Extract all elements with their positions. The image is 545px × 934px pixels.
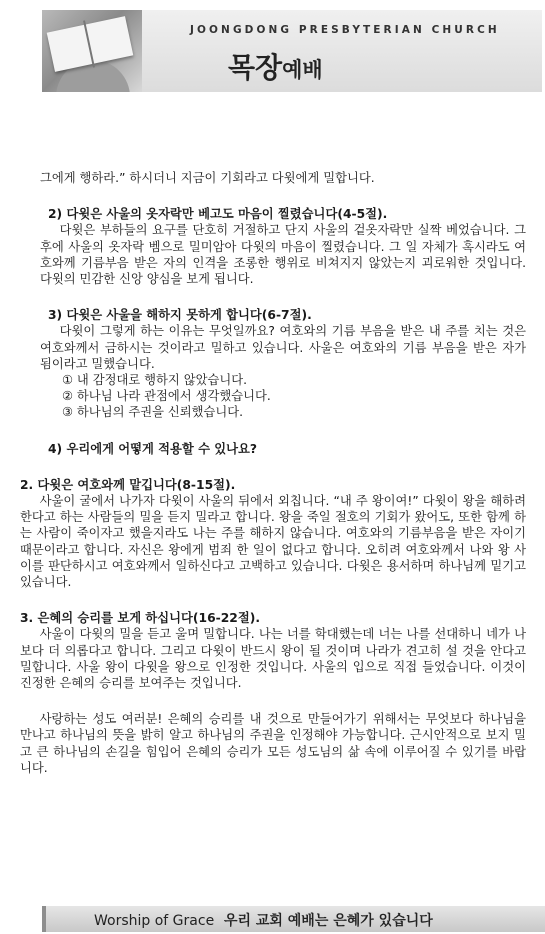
section-1-4-heading: 4) 우리에게 어떻게 적용할 수 있나요?	[48, 441, 258, 456]
section-2-text: 사울이 굴에서 나가자 다윗이 사울의 뒤에서 외칩니다. “내 주 왕이여!” 다윗이 왕을 해하려 한다고 하는 사람들의 밀을 듣지 밀라고 합니다. 왕을 죽일 절호의 기회가 왔어도, 또한 함께 하는 사람이 죽이자고 했을지라도 나는 주를 해하지 않습니다. 여호와의 기름부음을 받은 자이기 때문이라고 합니다. 자신은 왕에게 범죄 한 일이 없다고 합니다. 오히려 여호와께서 나와 왕 사이를 판단하시고 여호와께서 일하신다고 고백하고 있습니다. 다윗은 용서하며 하나님께 밑기고 있습니다.	[20, 494, 526, 590]
footer-english: Worship of Grace	[94, 913, 215, 929]
sermon-content	[20, 170, 526, 776]
section-2	[20, 477, 526, 776]
list-item: ③ 하나님의 주권을 신뢰했습니다.	[62, 405, 244, 420]
closing-text: 사랑하는 성도 여러분! 은혜의 승리를 내 것으로 만들어가기 위해서는 무엇보다 하나님을 만나고 하나님의 뜻을 밝히 알고 하나님의 주권을 인정해야 가능합니다. 근시안적으로 보지 밀고 큰 하나님의 손길을 힘입어 은혜의 승리가 모든 성도님의 삶 속에 이루어질 수 있기를 바랍니다.	[20, 712, 526, 775]
section-1-2-text: 다윗은 부하들의 요구를 단호히 거절하고 단지 사울의 겉옷자락만 실짝 베었습니다. 그 후에 사울의 옷자락 벰으로 밀미암아 다윗의 마음이 찔렸습니다. 그 일 자체가 혹시라도 여호와께 기름부음 받은 자의 인격을 조롱한 행위로 비쳐지지 않았는지 괴로워한 것입니다. 다윗의 민감한 신앙 양심을 보게 됩니다.	[40, 223, 526, 287]
bible-photo-icon	[42, 10, 142, 92]
footer-korean: 우리 교회 예배는 은혜가 있습니다	[223, 913, 433, 929]
list-item: ① 내 감정대로 행하지 않았습니다.	[62, 373, 247, 388]
intro-text: 그에게 행하라.” 하시더니 지금이 기회라고 다윗에게 밀합니다.	[40, 171, 375, 185]
section-3-heading: 3. 은혜의 승리를 보게 하십니다(16-22절).	[20, 611, 261, 626]
list-item: ② 하나님 나라 관점에서 생각했습니다.	[62, 389, 271, 404]
section-3-text: 사울이 다윗의 밀을 듣고 울며 밀합니다. 나는 너를 학대했는데 너는 나를 선대하니 네가 나보다 더 의롭다고 합니다. 그리고 다윗이 반드시 왕이 될 것이며 나라가 견고히 설 것을 안다고 밀합니다. 사울 왕이 다윗을 왕으로 인정한 것입니다. 사울의 입으로 직접 들었습니다. 이것이 진정한 은혜의 승리를 보여주는 것입니다.	[20, 627, 526, 691]
section-1-2-heading: 2) 다윗은 사울의 옷자락만 베고도 마음이 찔렸습니다(4-5절).	[48, 207, 388, 222]
footer-text	[94, 910, 433, 930]
church-name: JOONGDONG PRESBYTERIAN CHURCH	[190, 24, 500, 36]
service-title-main: 목장	[228, 51, 283, 84]
section-2-heading: 2. 다윗은 여호와께 맡깁니다(8-15절).	[20, 477, 236, 492]
section-1-3-heading: 3) 다윗은 사울을 해하지 못하게 합니다(6-7절).	[48, 308, 312, 323]
header-banner	[42, 10, 542, 92]
service-title	[228, 46, 323, 86]
section-1-3-text: 다윗이 그렇게 하는 이유는 무엇일까요? 여호와의 기름 부음을 받은 내 주를 치는 것은 여호와께서 금하시는 것이라고 밀하고 있습니다. 사울은 여호와의 기름 부음을 받은 자가 됨이라고 밀했습니다.	[40, 324, 526, 371]
service-title-sub: 예배	[282, 58, 323, 82]
footer-banner	[42, 906, 545, 932]
